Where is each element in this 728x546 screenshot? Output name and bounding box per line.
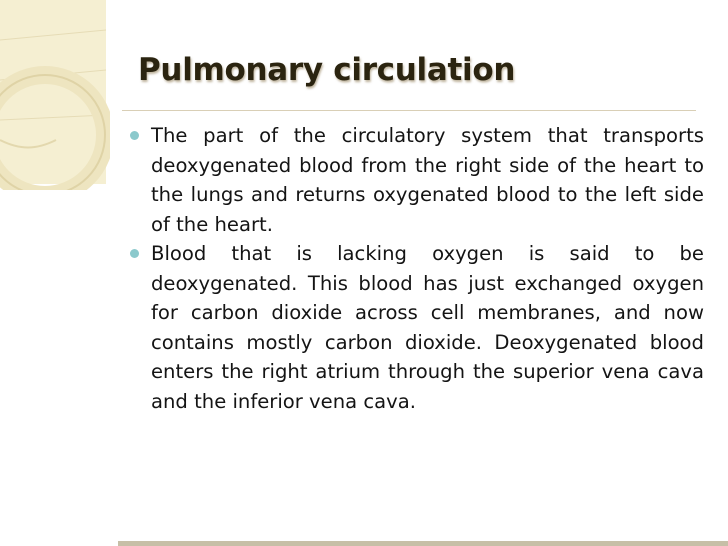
bullet-text: Blood that is lacking oxygen is said to be deoxygenated. This blood has just exchanged oxygen for carbon dioxide across cell membranes, and now contains mostly carbon dioxide. Deoxygenated blood enters the right atrium through the superior vena cava and the inferior vena cava. — [151, 242, 704, 413]
slide-title: Pulmonary circulation — [138, 52, 516, 88]
bullet-dot-icon — [130, 249, 139, 258]
title-divider — [122, 110, 696, 111]
bullet-list — [130, 121, 704, 416]
bullet-item — [130, 239, 704, 416]
corner-decoration — [0, 0, 110, 190]
bottom-border — [118, 541, 728, 546]
bullet-dot-icon — [130, 131, 139, 140]
bullet-item — [130, 121, 704, 239]
bullet-text: The part of the circulatory system that transports deoxygenated blood from the right side of the heart to the lungs and returns oxygenated blood to the left side of the heart. — [151, 124, 704, 236]
